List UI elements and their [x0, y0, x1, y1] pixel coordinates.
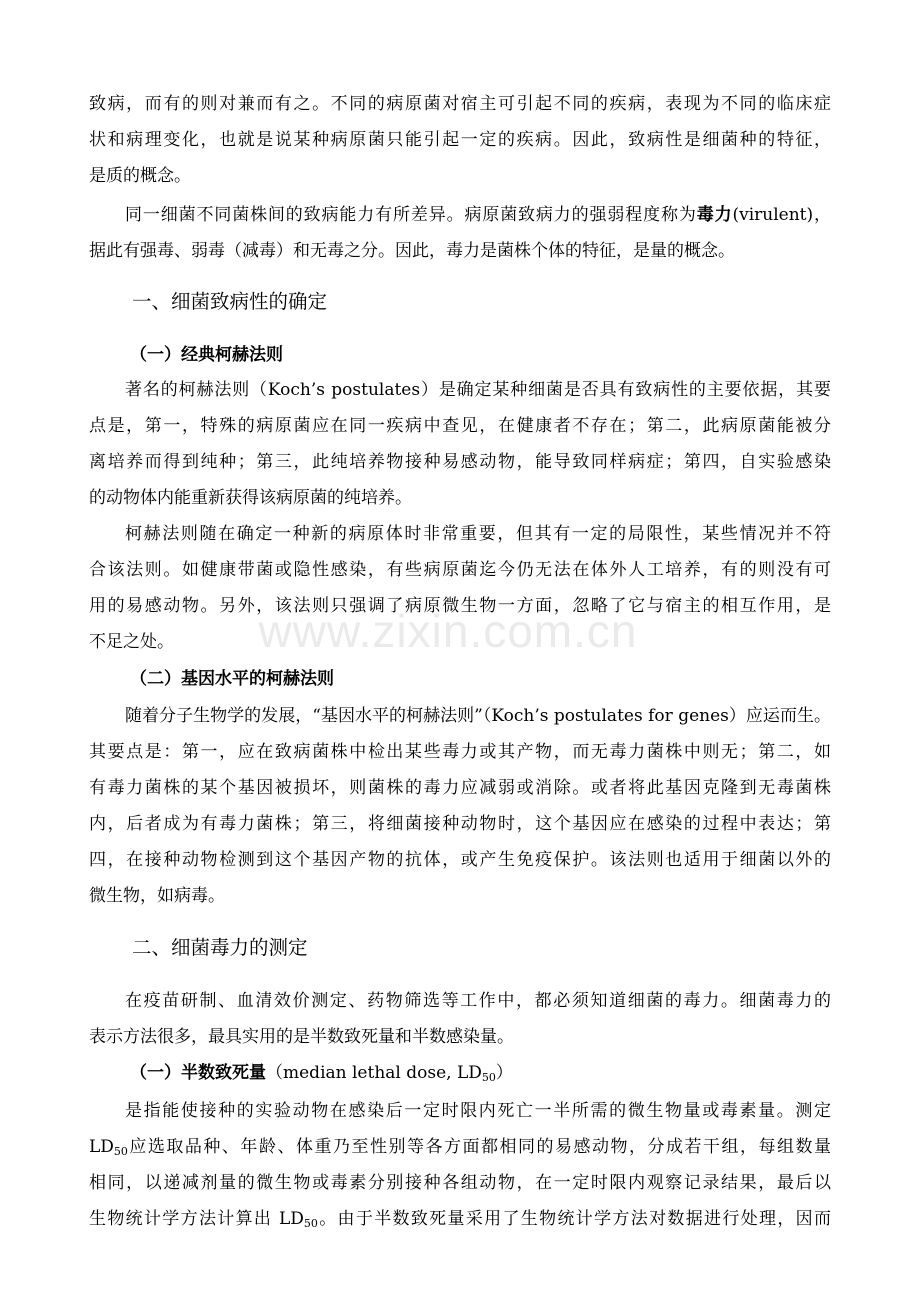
p4-line-2: 合该法则。如健康带菌或隐性感染，有些病原菌迄今仍无法在体外人工培养，有的则没有可	[89, 560, 831, 580]
p1-line-1: 致病，而有的则对兼而有之。不同的病原菌对宿主可引起不同的疾病，表现为不同的临床症	[89, 94, 831, 114]
p7-line-4	[89, 1201, 831, 1237]
ld-label: LD	[89, 1137, 114, 1157]
p7-line-2-text: 应选取品种、年龄、体重乃至性别等各方面都相同的易感动物，分成若干组，每组数量	[127, 1137, 831, 1157]
p5-line-4: 内，后者成为有毒力菌株；第三，将细菌接种动物时，这个基因应在感染的过程中表达；第	[89, 814, 831, 834]
subsection-heading-2	[130, 661, 872, 697]
ld50-subscript: 50	[113, 1145, 128, 1158]
p5-line-5: 四，在接种动物检测到这个基因产物的抗体，或产生免疫保护。该法则也适用于细菌以外的	[89, 850, 831, 870]
ld50-subscript: 50	[303, 1217, 318, 1230]
section-heading-1: 一、细菌致病性的确定	[132, 290, 328, 313]
section-heading-2: 二、细菌毒力的测定	[132, 936, 308, 959]
p7-line-1: 是指能使接种的实验动物在感染后一定时限内死亡一半所需的微生物量或毒素量。测定	[125, 1101, 831, 1121]
p4-line-1: 柯赫法则随在确定一种新的病原体时非常重要，但其有一定的局限性，某些情况并不符	[125, 524, 831, 544]
virulent-english: (virulent)，	[732, 205, 831, 225]
subsection-heading-2-text: （二）基因水平的柯赫法则	[130, 669, 334, 689]
p5-line-6: 微生物，如病毒。	[89, 886, 225, 906]
p3-line-1: 著名的柯赫法则（Koch’s postulates）是确定某种细菌是否具有致病性的主要依据，其要	[125, 380, 831, 400]
ld50-subscript: 50	[481, 1071, 496, 1084]
p2-line-1	[125, 197, 831, 233]
subsection-heading-3-close: ）	[495, 1063, 513, 1083]
p7-line-4-text: 生物统计学方法计算出 LD	[89, 1209, 304, 1229]
subsection-heading-3-text: （一）半数致死量	[130, 1063, 266, 1083]
p5-line-1: 随着分子生物学的发展，“基因水平的柯赫法则”（Koch’s postulates for genes）应运而生。	[125, 706, 831, 726]
watermark: www.zixin.com.cn	[258, 605, 638, 657]
p7-line-2	[89, 1129, 831, 1165]
p2-line-2: 据此有强毒、弱毒（减毒）和无毒之分。因此，毒力是菌株个体的特征，是量的概念。	[89, 241, 735, 261]
subsection-heading-3-english: （median lethal dose, LD	[266, 1063, 482, 1083]
p3-line-4: 的动物体内能重新获得该病原菌的纯培养。	[89, 488, 412, 508]
p1-line-2: 状和病理变化，也就是说某种病原菌只能引起一定的疾病。因此，致病性是细菌种的特征，	[89, 130, 831, 150]
p1-line-3: 是质的概念。	[89, 166, 191, 186]
p7-line-3: 相同，以递减剂量的微生物或毒素分别接种各组动物，在一定时限内观察记录结果，最后以	[89, 1173, 831, 1193]
p4-line-4: 不足之处。	[89, 632, 174, 652]
subsection-heading-1-text: （一）经典柯赫法则	[130, 345, 283, 365]
p2-line-1-text: 同一细菌不同菌株间的致病能力有所差异。病原菌致病力的强弱程度称为	[125, 205, 697, 225]
virulence-term: 毒力	[696, 205, 733, 225]
p6-line-2: 表示方法很多，最具实用的是半数致死量和半数感染量。	[89, 1027, 514, 1047]
p4-line-3: 用的易感动物。另外，该法则只强调了病原微生物一方面，忽略了它与宿主的相互作用，是	[89, 596, 831, 616]
subsection-heading-3	[130, 1055, 872, 1091]
p5-line-3: 有毒力菌株的某个基因被损坏，则菌株的毒力应减弱或消除。或者将此基因克隆到无毒菌株	[89, 778, 831, 798]
p6-line-1: 在疫苗研制、血清效价测定、药物筛选等工作中，都必须知道细菌的毒力。细菌毒力的	[125, 991, 831, 1011]
p7-line-4-rest: 。由于半数致死量采用了生物统计学方法对数据进行处理，因而	[317, 1209, 831, 1229]
subsection-heading-1	[130, 337, 872, 373]
p3-line-3: 离培养而得到纯种；第三，此纯培养物接种易感动物，能导致同样病症；第四，自实验感染	[89, 452, 831, 472]
p3-line-2: 点是，第一，特殊的病原菌应在同一疾病中查见，在健康者不存在；第二，此病原菌能被分	[89, 416, 831, 436]
p5-line-2: 其要点是：第一，应在致病菌株中检出某些毒力或其产物，而无毒力菌株中则无；第二，如	[89, 742, 831, 762]
